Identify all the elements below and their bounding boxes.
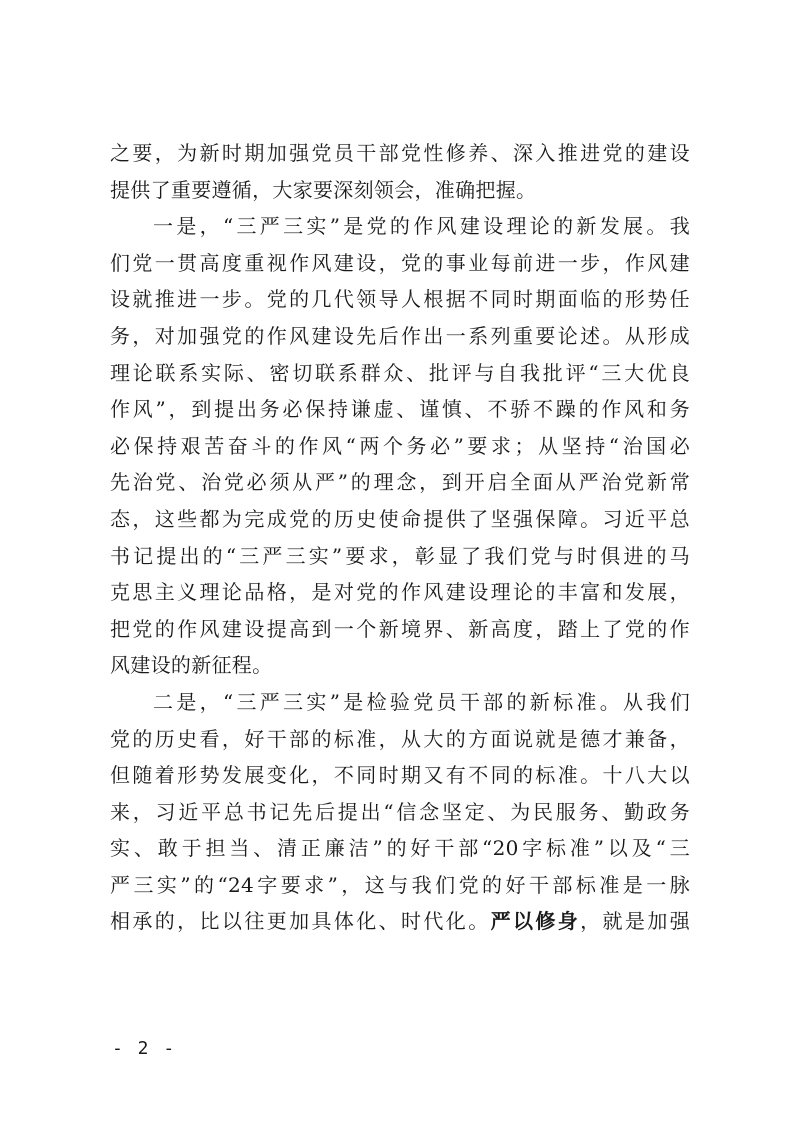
text-line: 先治党、治党必须从严”的理念，到开启全面从严治党新常	[110, 470, 690, 495]
paragraph-heading-line: 二是，“三严三实”是检验党员干部的新标准。从我们	[153, 689, 690, 714]
text-line: 们党一贯高度重视作风建设，党的事业每前进一步，作风建	[110, 250, 690, 275]
text-line: 风建设的新征程。	[110, 653, 273, 678]
text-line: 但随着形势发展变化，不同时期又有不同的标准。十八大以	[110, 763, 690, 788]
text-run: 相承的，比以往更加具体化、时代化。	[110, 909, 491, 934]
text-run: ，就是加强	[580, 909, 690, 934]
text-line: 理论联系实际、密切联系群众、批评与自我批评“三大优良	[110, 360, 690, 385]
text-line: 提供了重要遵循，大家要深刻领会，准确把握。	[110, 177, 537, 202]
text-line: 实、敢于担当、清正廉洁”的好干部“20字标准”以及“三	[110, 836, 690, 861]
text-line: 党的历史看，好干部的标准，从大的方面说就是德才兼备，	[110, 726, 690, 751]
text-line: 书记提出的“三严三实”要求，彰显了我们党与时俱进的马	[110, 543, 690, 568]
text-line: 态，这些都为完成党的历史使命提供了坚强保障。习近平总	[110, 506, 690, 531]
bold-phrase: 严以修身	[490, 909, 581, 934]
text-line: 严三实”的“24字要求”，这与我们党的好干部标准是一脉	[110, 872, 690, 897]
text-line-mixed	[110, 903, 690, 940]
text-line: 设就推进一步。党的几代领导人根据不同时期面临的形势任	[110, 287, 690, 312]
body-text	[110, 135, 690, 940]
text-line: 作风”，到提出务必保持谦虚、谨慎、不骄不躁的作风和务	[110, 397, 690, 422]
text-line: 必保持艰苦奋斗的作风“两个务必”要求；从坚持“治国必	[110, 433, 690, 458]
paragraph-heading-line: 一是，“三严三实”是党的作风建设理论的新发展。我	[153, 214, 690, 239]
text-line: 克思主义理论品格，是对党的作风建设理论的丰富和发展，	[110, 580, 690, 605]
text-line: 务，对加强党的作风建设先后作出一系列重要论述。从形成	[110, 323, 690, 348]
page-number: - 2 -	[112, 1038, 177, 1059]
text-line: 之要，为新时期加强党员干部党性修养、深入推进党的建设	[110, 141, 690, 165]
text-line: 把党的作风建设提高到一个新境界、新高度，踏上了党的作	[110, 616, 690, 641]
text-line: 来，习近平总书记先后提出“信念坚定、为民服务、勤政务	[110, 799, 690, 824]
